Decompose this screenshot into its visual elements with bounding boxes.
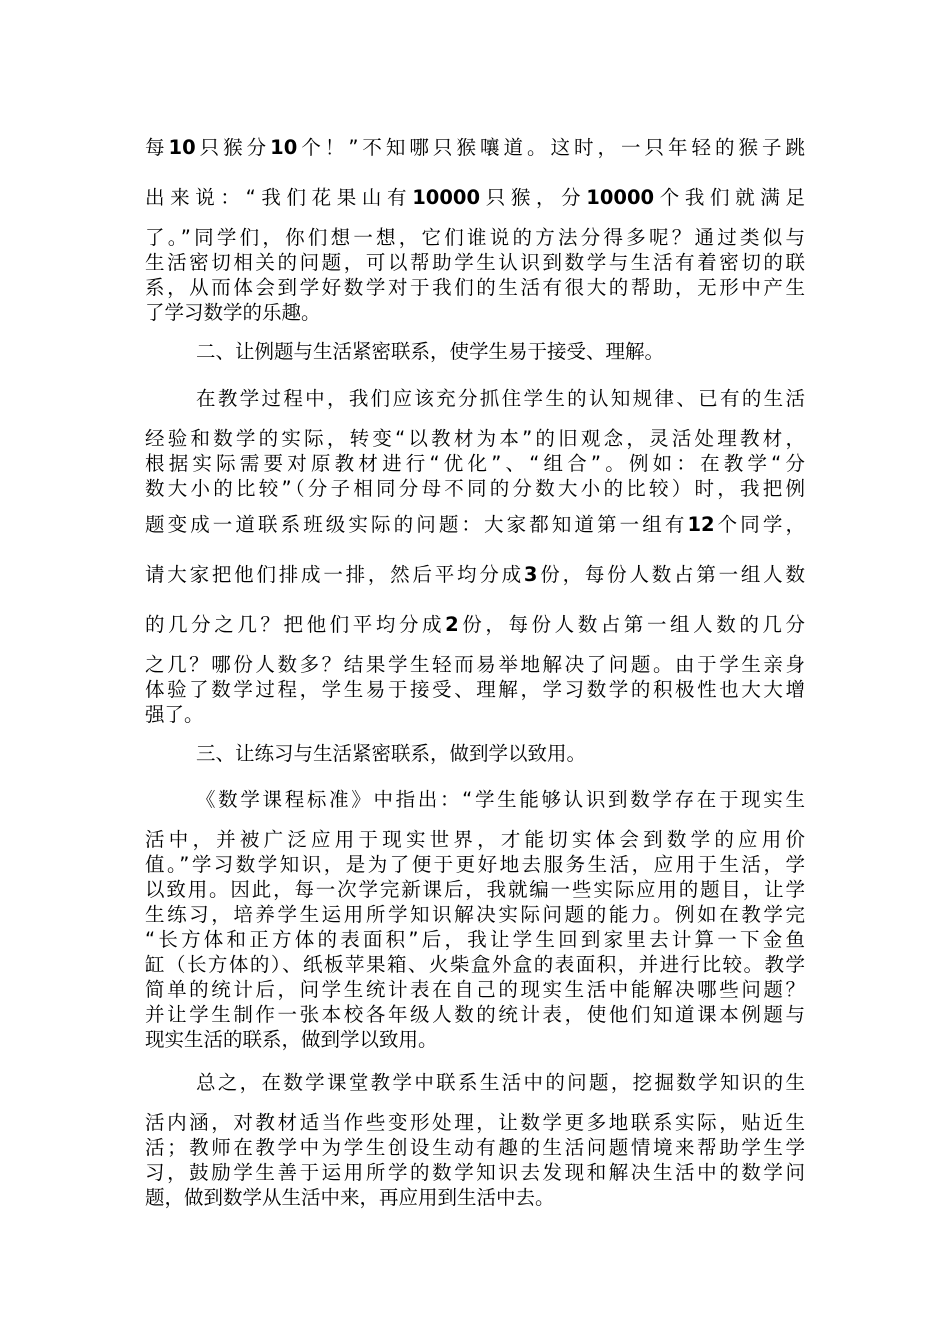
text-line: 简单的统计后，问学生统计表在自己的现实生活中能解决哪些问题？ <box>145 978 805 1001</box>
text-line: 《数学课程标准》中指出：“学生能够认识到数学存在于现实生 <box>196 788 805 811</box>
text-line: 请大家把他们排成一排，然后平均分成3份，每份人数占第一组人数 <box>145 563 805 586</box>
text-line: 强了。 <box>145 703 204 726</box>
section-heading: 三、让练习与生活紧密联系，做到学以致用。 <box>196 742 587 765</box>
text-line: 生活密切相关的问题，可以帮助学生认识到数学与生活有着密切的联 <box>145 251 805 274</box>
text-line: 了学习数学的乐趣。 <box>145 301 321 324</box>
text-line: 活；教师在教学中为学生创设生动有趣的生活问题情境来帮助学生学 <box>145 1136 805 1159</box>
text-line: 每10只猴分10个！”不知哪只猴嚷道。这时，一只年轻的猴子跳 <box>145 136 805 159</box>
text-line: 了。”同学们，你们想一想，它们谁说的方法分得多呢？通过类似与 <box>145 226 805 249</box>
text-line: 活内涵，对教材适当作些变形处理，让数学更多地联系实际，贴近生 <box>145 1111 805 1134</box>
text-line: 活中，并被广泛应用于现实世界，才能切实体会到数学的应用价 <box>145 828 805 851</box>
text-line: 数大小的比较”（分子相同分母不同的分数大小的比较）时，我把例 <box>145 477 805 500</box>
text-line: 值。”学习数学知识，是为了便于更好地去服务生活，应用于生活，学 <box>145 853 805 876</box>
text-line: 以致用。因此，每一次学完新课后，我就编一些实际应用的题目，让学 <box>145 878 805 901</box>
text-line: 在教学过程中，我们应该充分抓住学生的认知规律、已有的生活 <box>196 387 805 410</box>
text-line: 体验了数学过程，学生易于接受、理解，学习数学的积极性也大大增 <box>145 678 805 701</box>
text-line: 缸（长方体的）、纸板苹果箱、火柴盒外盒的表面积，并进行比较。教学 <box>145 953 805 976</box>
text-line: 并让学生制作一张本校各年级人数的统计表，使他们知道课本例题与 <box>145 1003 805 1026</box>
text-line: 根据实际需要对原教材进行“优化”、“组合”。例如：在教学“分 <box>145 452 805 475</box>
text-line: 之几？哪份人数多？结果学生轻而易举地解决了问题。由于学生亲身 <box>145 653 805 676</box>
text-line: 习，鼓励学生善于运用所学的数学知识去发现和解决生活中的数学问 <box>145 1161 805 1184</box>
section-heading: 二、让例题与生活紧密联系，使学生易于接受、理解。 <box>196 340 665 363</box>
text-line: 题变成一道联系班级实际的问题：大家都知道第一组有12个同学， <box>145 513 805 536</box>
text-line: 总之，在数学课堂教学中联系生活中的问题，挖掘数学知识的生 <box>196 1071 805 1094</box>
text-line: 经验和数学的实际，转变“以教材为本”的旧观念，灵活处理教材， <box>145 427 805 450</box>
text-line: “长方体和正方体的表面积”后，我让学生回到家里去计算一下金鱼 <box>145 928 805 951</box>
text-line: 题，做到数学从生活中来，再应用到生活中去。 <box>145 1186 555 1209</box>
text-line: 的几分之几？把他们平均分成2份，每份人数占第一组人数的几分 <box>145 613 805 636</box>
text-line: 现实生活的联系，做到学以致用。 <box>145 1028 438 1051</box>
text-line: 出来说：“我们花果山有10000只猴，分10000个我们就满足 <box>145 186 805 209</box>
text-line: 生练习，培养学生运用所学知识解决实际问题的能力。例如在教学完 <box>145 903 805 926</box>
text-line: 系，从而体会到学好数学对于我们的生活有很大的帮助，无形中产生 <box>145 276 805 299</box>
